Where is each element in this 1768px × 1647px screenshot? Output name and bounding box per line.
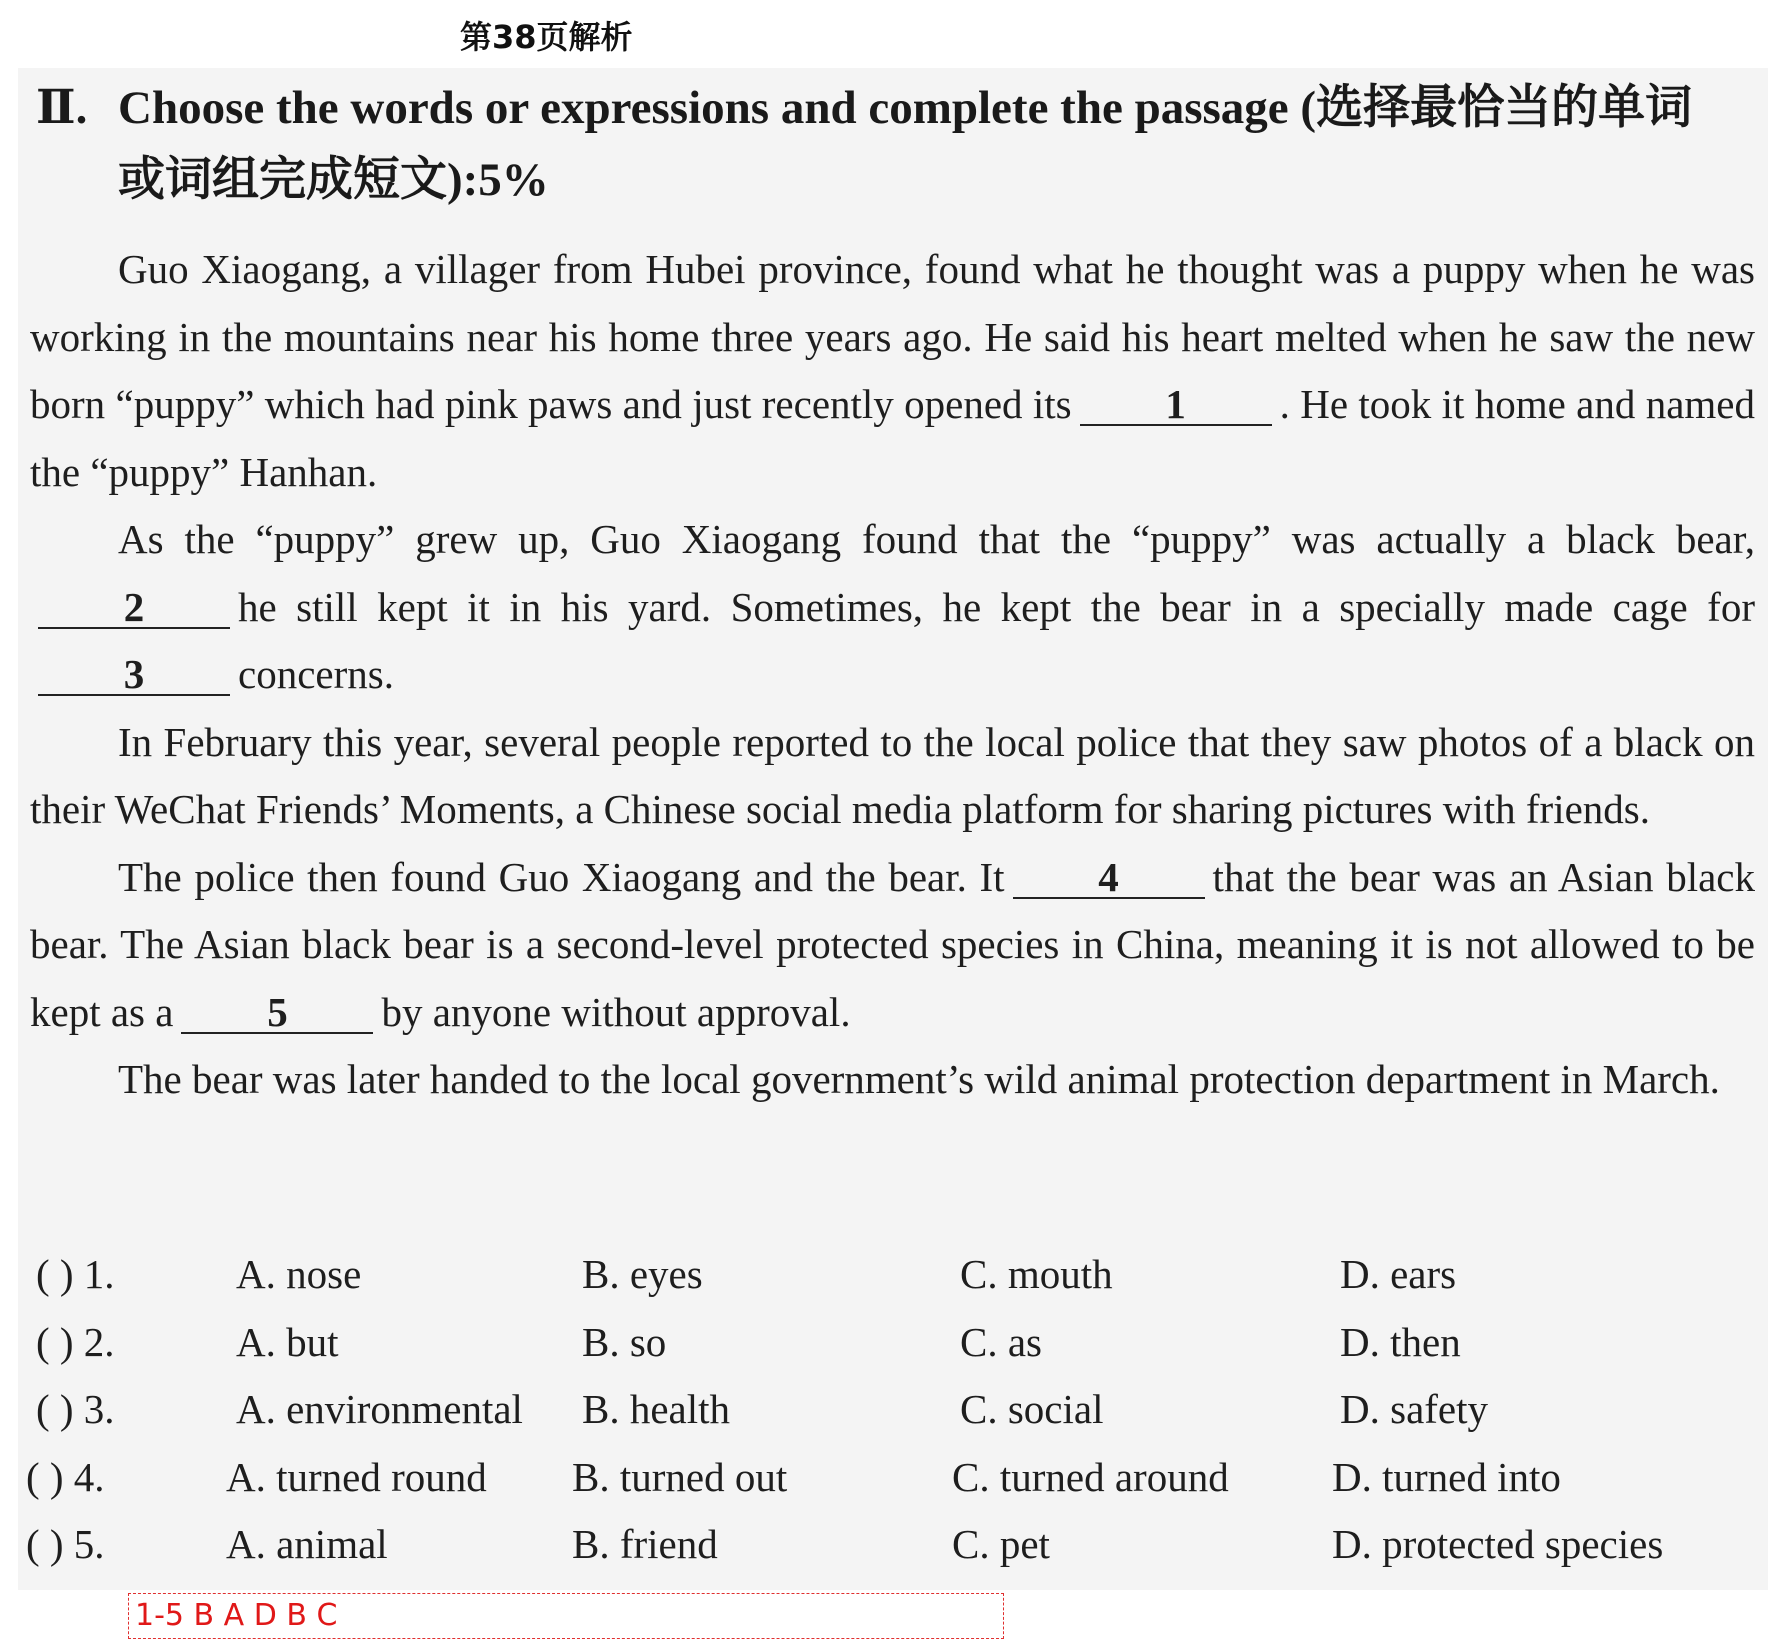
question-prefix: ( ) 5. [26,1521,105,1567]
page-header-title: 第38页解析 [460,18,633,56]
section-title-line1: Choose the words or expressions and complete the passage (选择最恰当的单词 [118,82,1693,134]
paragraph-4-text-a: The police then found Guo Xiaogang and the bear. It [118,853,1005,900]
paragraph-1-text-a: Guo Xiaogang, a villager from Hubei province, found what he thought was a puppy when he was working in the mountains near his home three years ago. He said his heart melted when he saw the new born “puppy” which had pink paws and just recently opened its [30,246,1755,427]
blank-5: 5 [181,992,373,1034]
question-prefix: ( ) 1. [36,1251,115,1297]
section-number: Ⅱ. [36,82,88,134]
option-b: B. friend [572,1521,718,1567]
section-heading [36,72,1756,216]
option-a: A. turned round [226,1453,487,1500]
paragraph-4 [30,844,1755,1047]
paragraph-5: The bear was later handed to the local government’s wild animal protection department in March. [118,1056,1720,1102]
paragraph-1-text-b: . He took it home and named the “puppy” Hanhan. [30,381,1755,495]
option-a: A. environmental [236,1386,523,1432]
option-b: B. so [582,1318,667,1365]
option-b: B. health [582,1386,731,1432]
question-prefix: ( ) 4. [26,1453,105,1500]
paragraph-4-text-c: by anyone without approval. [381,988,851,1035]
question-options [26,1250,1755,1588]
section-title-line2: 或词组完成短文):5% [118,154,549,206]
option-d: D. safety [1340,1386,1489,1432]
option-a: A. but [236,1318,339,1365]
option-c: C. as [960,1318,1042,1365]
option-b: B. turned out [572,1453,788,1500]
blank-4: 4 [1013,857,1205,899]
paragraph-2-text-b: he still kept it in his yard. Sometimes, he kept the bear in a specially made cage for [238,583,1755,630]
paragraph-2-text-a: As the “puppy” grew up, Guo Xiaogang found that the “puppy” was actually a black bear, [118,516,1755,562]
question-row-5 [26,1520,1755,1588]
blank-2: 2 [38,587,230,629]
option-a: A. animal [226,1521,388,1567]
option-c: C. turned around [952,1453,1229,1500]
question-prefix: ( ) 3. [36,1386,115,1432]
option-d: D. then [1340,1318,1461,1365]
option-c: C. pet [952,1521,1050,1567]
paragraph-3: In February this year, several people reported to the local police that they saw photos of a black on their WeChat Friends’ Moments, a Chinese social media platform for sharing pictures with friends. [30,718,1755,832]
option-a: A. nose [236,1251,362,1297]
option-b: B. eyes [582,1251,703,1297]
option-c: C. social [960,1386,1104,1432]
option-d: D. protected species [1332,1521,1664,1567]
option-c: C. mouth [960,1251,1113,1297]
question-row-4 [26,1453,1755,1521]
option-d: D. turned into [1332,1453,1561,1500]
question-prefix: ( ) 2. [36,1318,115,1365]
paragraph-2 [30,506,1755,709]
answer-key: 1-5 B A D B C [128,1593,1004,1639]
question-row-3 [30,1385,1755,1453]
question-row-2 [30,1318,1755,1386]
blank-1: 1 [1080,384,1272,426]
paragraph-1 [30,236,1755,506]
paragraph-2-text-c: concerns. [238,651,394,697]
paragraph-4-text-b: that the bear was an Asian black bear. The Asian black bear is a second-level protected species in China, meaning it is not allowed to be kept as a [30,853,1755,1035]
question-row-1 [30,1250,1755,1318]
option-d: D. ears [1340,1251,1457,1297]
blank-3: 3 [38,654,230,696]
passage [30,236,1755,1114]
